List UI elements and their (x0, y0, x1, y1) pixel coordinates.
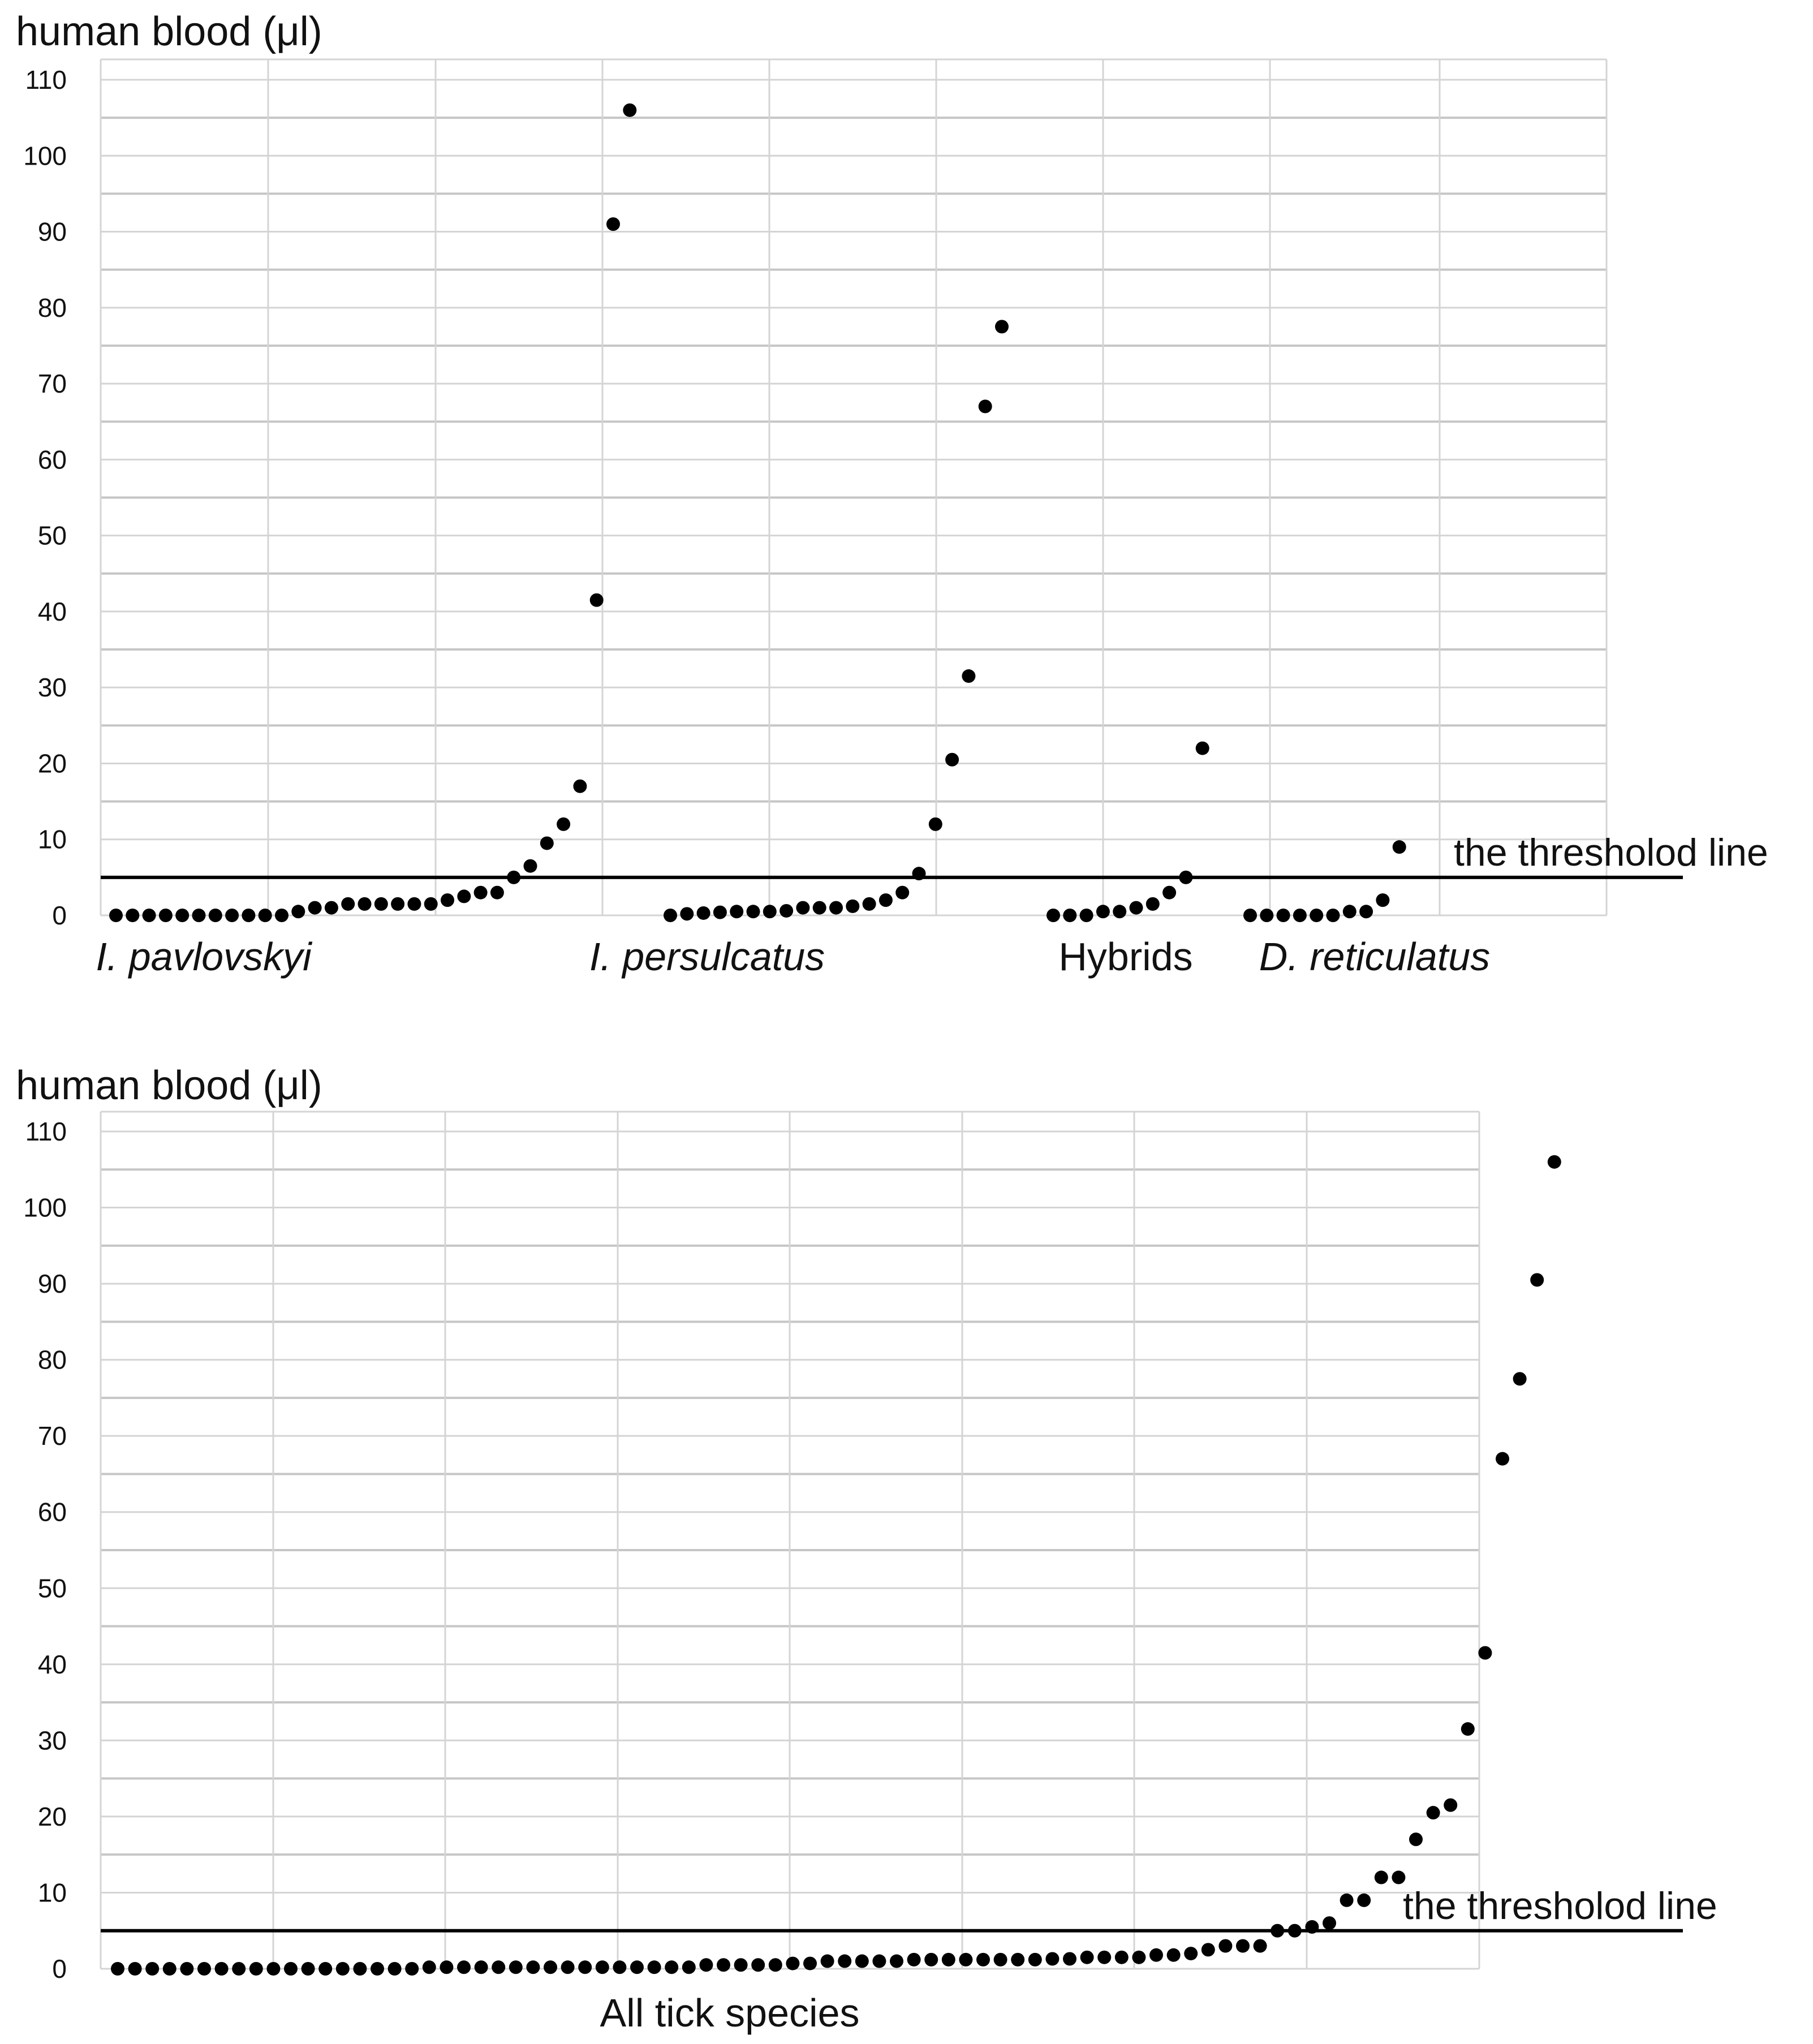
data-point (1132, 1951, 1145, 1964)
data-point (259, 909, 272, 922)
data-point (578, 1960, 592, 1974)
data-point (942, 1953, 955, 1966)
data-point (1011, 1953, 1024, 1966)
data-point (995, 320, 1009, 333)
data-point (821, 1955, 834, 1968)
y-tick-label: 30 (37, 1725, 67, 1755)
data-point (457, 1960, 471, 1974)
y-tick-label: 60 (37, 445, 67, 475)
data-point (1496, 1452, 1509, 1466)
data-point (630, 1960, 644, 1974)
data-point (590, 593, 604, 607)
y-tick-label: 0 (52, 901, 67, 930)
y-tick-label: 30 (37, 673, 67, 703)
data-point (786, 1957, 799, 1970)
data-point (145, 1962, 159, 1976)
data-point (441, 893, 454, 907)
data-point (1167, 1948, 1181, 1962)
data-point (557, 817, 570, 831)
data-point (1461, 1722, 1475, 1736)
data-point (907, 1953, 921, 1966)
y-tick-label: 0 (52, 1954, 67, 1983)
data-point (1393, 840, 1406, 854)
data-point (1376, 893, 1389, 907)
data-point (613, 1960, 626, 1974)
data-point (912, 867, 926, 880)
data-point (879, 893, 893, 907)
data-point (492, 1960, 505, 1974)
data-point (717, 1958, 730, 1972)
data-point (507, 871, 520, 884)
group-label: Hybrids (1058, 935, 1193, 979)
data-point (1028, 1953, 1042, 1966)
data-point (128, 1962, 142, 1976)
threshold-label: the thresholod line (1454, 831, 1768, 874)
data-point (275, 909, 288, 922)
data-point (1063, 1952, 1076, 1966)
y-tick-label: 100 (23, 1193, 67, 1223)
chart-species (16, 9, 1768, 979)
y-tick-label: 20 (37, 1801, 67, 1831)
data-point (1392, 1871, 1405, 1884)
data-point (358, 897, 372, 911)
data-point (249, 1962, 263, 1976)
data-point (526, 1960, 540, 1974)
data-point (962, 669, 975, 683)
data-point (407, 897, 421, 911)
data-point (1327, 909, 1340, 922)
data-point (1271, 1924, 1284, 1938)
data-point (475, 1960, 488, 1974)
data-point (1305, 1920, 1319, 1934)
data-point (803, 1957, 817, 1970)
y-tick-label: 90 (37, 1269, 67, 1299)
data-point (596, 1960, 609, 1974)
data-point (1115, 1951, 1129, 1964)
data-point (1323, 1916, 1336, 1930)
data-point (780, 904, 793, 918)
y-tick-label: 110 (25, 65, 67, 94)
data-point (747, 905, 760, 918)
data-point (682, 1960, 696, 1974)
data-point (126, 909, 139, 922)
data-point (325, 901, 338, 915)
group-label: I. pavlovskyi (96, 935, 312, 979)
data-point (341, 897, 355, 911)
y-tick-label: 100 (23, 141, 67, 171)
data-point (713, 906, 727, 919)
data-point (1047, 909, 1060, 922)
data-point (872, 1955, 886, 1968)
data-point (929, 817, 942, 831)
data-point (665, 1960, 678, 1974)
data-point (388, 1962, 402, 1976)
data-point (209, 909, 222, 922)
data-point (838, 1955, 851, 1968)
data-point (863, 897, 876, 911)
data-point (664, 909, 677, 922)
data-point (734, 1958, 748, 1972)
data-point (1375, 1871, 1388, 1884)
data-point (374, 897, 388, 911)
data-point (561, 1960, 575, 1974)
data-point (308, 901, 322, 915)
y-tick-label: 80 (37, 1345, 67, 1375)
data-point (424, 897, 438, 911)
data-point (979, 399, 992, 413)
y-tick-label: 40 (37, 596, 67, 626)
data-point (302, 1962, 315, 1976)
data-point (391, 897, 404, 911)
data-point (1162, 886, 1176, 900)
data-point (813, 901, 826, 915)
y-tick-label: 40 (37, 1649, 67, 1679)
y-tick-label: 20 (37, 748, 67, 778)
data-point (648, 1960, 661, 1974)
data-point (1343, 905, 1356, 918)
data-point (1113, 905, 1126, 918)
x-axis-label: All tick species (600, 1991, 860, 2035)
data-point (1254, 1939, 1267, 1953)
data-point (890, 1955, 903, 1968)
data-point (1288, 1924, 1302, 1938)
y-tick-label: 10 (37, 824, 67, 854)
y-axis-title: human blood (μl) (16, 9, 322, 54)
data-point (994, 1953, 1007, 1966)
data-point (1080, 1951, 1094, 1964)
y-tick-label: 90 (37, 217, 67, 247)
data-point (697, 906, 710, 920)
data-point (474, 886, 488, 900)
data-point (291, 905, 305, 918)
data-point (109, 909, 123, 922)
data-point (163, 1962, 176, 1976)
data-point (457, 889, 471, 903)
data-point (318, 1962, 332, 1976)
y-tick-label: 110 (25, 1117, 67, 1146)
data-point (1146, 897, 1160, 911)
data-point (1130, 901, 1143, 915)
data-point (1243, 909, 1257, 922)
data-point (1359, 905, 1373, 918)
data-point (623, 104, 636, 117)
data-point (159, 909, 173, 922)
data-point (197, 1962, 211, 1976)
y-axis-title: human blood (μl) (16, 1063, 322, 1108)
data-point (1080, 909, 1093, 922)
data-point (1096, 905, 1110, 918)
data-point (606, 217, 620, 231)
data-point (1184, 1947, 1198, 1960)
data-point (699, 1958, 713, 1972)
data-point (1357, 1894, 1371, 1907)
data-point (1236, 1939, 1250, 1953)
data-point (143, 909, 156, 922)
threshold-label: the thresholod line (1403, 1884, 1717, 1927)
y-tick-label: 60 (37, 1497, 67, 1527)
data-point (763, 905, 777, 918)
data-point (1063, 909, 1076, 922)
data-point (680, 907, 694, 920)
data-point (1478, 1646, 1492, 1660)
data-point (540, 836, 554, 850)
data-point (1513, 1372, 1527, 1385)
data-point (976, 1953, 990, 1966)
data-point (180, 1962, 193, 1976)
data-point (284, 1962, 298, 1976)
data-point (1444, 1798, 1457, 1812)
data-point (242, 909, 255, 922)
data-point (423, 1960, 436, 1974)
data-point (1149, 1948, 1163, 1962)
data-point (1196, 742, 1209, 755)
data-point (573, 780, 587, 793)
y-tick-label: 70 (37, 369, 67, 399)
data-point (1310, 909, 1323, 922)
y-tick-label: 80 (37, 292, 67, 322)
chart-all-species (16, 1063, 1717, 2035)
data-point (1427, 1806, 1440, 1819)
data-point (945, 753, 959, 767)
data-point (353, 1962, 367, 1976)
data-point (509, 1960, 523, 1974)
data-point (232, 1962, 246, 1976)
data-point (1277, 909, 1290, 922)
data-point (751, 1958, 765, 1972)
data-point (1218, 1939, 1232, 1953)
data-point (846, 900, 859, 913)
data-point (336, 1962, 350, 1976)
y-tick-label: 50 (37, 520, 67, 550)
data-point (524, 859, 537, 873)
y-tick-label: 70 (37, 1421, 67, 1451)
data-point (1179, 871, 1192, 884)
data-point (730, 905, 743, 918)
data-point (1409, 1832, 1423, 1846)
data-point (1260, 909, 1273, 922)
data-point (192, 909, 206, 922)
data-point (769, 1958, 782, 1972)
data-point (215, 1962, 229, 1976)
data-point (225, 909, 239, 922)
data-point (1340, 1894, 1354, 1907)
data-point (111, 1962, 124, 1976)
data-point (440, 1960, 453, 1974)
data-point (1045, 1952, 1059, 1966)
data-point (1097, 1951, 1111, 1964)
data-point (959, 1953, 972, 1966)
data-point (1202, 1943, 1215, 1956)
data-point (1293, 909, 1307, 922)
y-tick-label: 10 (37, 1878, 67, 1908)
data-point (405, 1962, 419, 1976)
data-point (371, 1962, 384, 1976)
data-point (490, 886, 504, 900)
data-point (796, 901, 809, 915)
y-tick-label: 50 (37, 1573, 67, 1603)
data-point (895, 886, 909, 900)
group-label: I. persulcatus (589, 935, 825, 979)
data-point (1530, 1273, 1544, 1286)
data-point (829, 901, 843, 915)
data-point (924, 1953, 938, 1966)
data-point (175, 909, 189, 922)
group-label: D. reticulatus (1259, 935, 1491, 979)
data-point (266, 1962, 280, 1976)
data-point (855, 1955, 869, 1968)
data-point (544, 1960, 557, 1974)
data-point (1548, 1155, 1561, 1169)
